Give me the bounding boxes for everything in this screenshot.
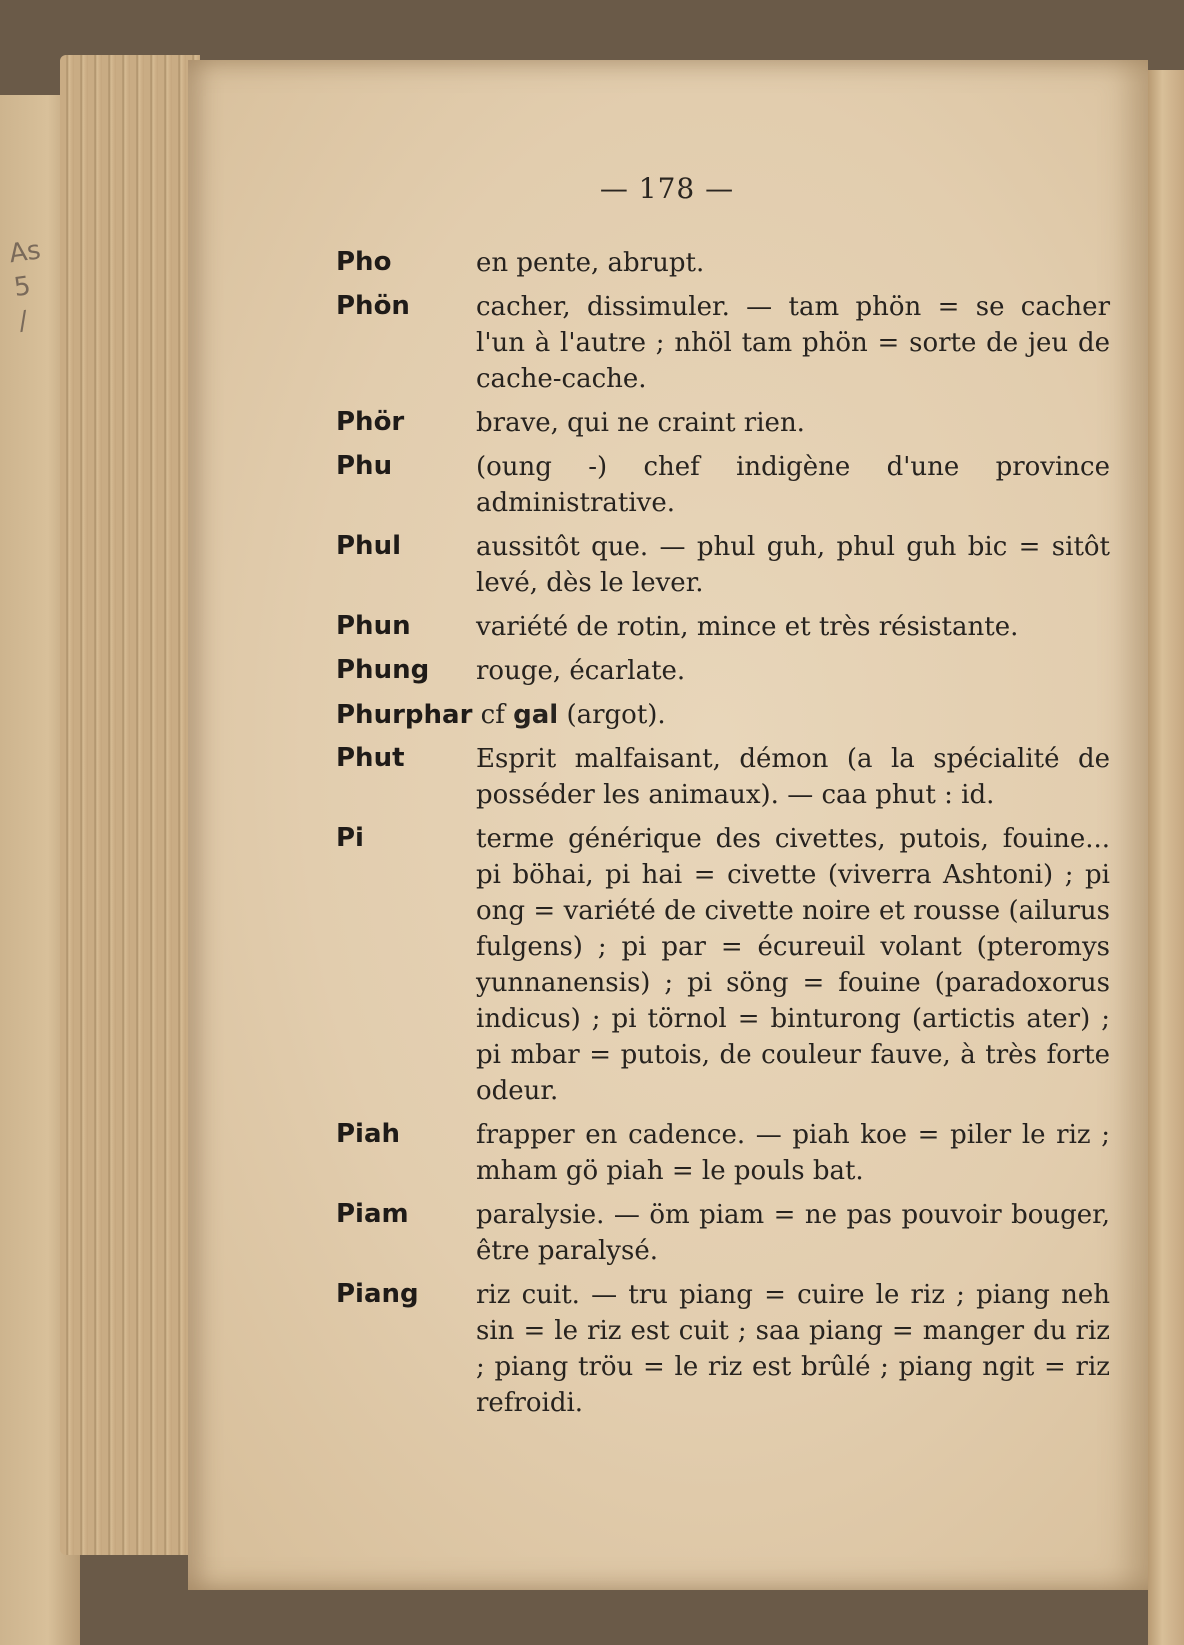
headword: Phurphar	[336, 700, 473, 730]
headword: Pho	[336, 247, 392, 277]
headword: Phun	[336, 611, 411, 641]
headword: Piang	[336, 1279, 419, 1309]
entry-phu	[336, 449, 1110, 521]
definition: terme générique des civettes, putois, fouine... pi böhai, pi hai = civette (viverra Ashtoni) ; pi ong = variété de civette noire et rousse (ailurus fulgens) ; pi par = écureuil volant (pteromys yunnanensis) ; pi söng = fouine (paradoxorus indicus) ; pi törnol = binturong (artictis ater) ; pi mbar = putois, de couleur fauve, à très forte odeur.	[476, 824, 1110, 1106]
entry-piah	[336, 1117, 1110, 1189]
definition: en pente, abrupt.	[476, 248, 705, 278]
entry-phon	[336, 289, 1110, 397]
definition: riz cuit. — tru piang = cuire le riz ; piang neh sin = le riz est cuit ; saa piang = manger du riz ; piang tröu = le riz est brûlé ; piang ngit = riz refroidi.	[476, 1280, 1110, 1418]
entry-phurphar	[336, 697, 1110, 733]
entry-phut	[336, 741, 1110, 813]
dictionary-entries	[336, 245, 1110, 1421]
definition: (oung -) chef indigène d'une province administrative.	[476, 452, 1110, 518]
definition: Esprit malfaisant, démon (a la spécialité de posséder les animaux). — caa phut : id.	[476, 744, 1110, 810]
definition: brave, qui ne craint rien.	[476, 408, 805, 438]
headword: Pi	[336, 823, 364, 853]
definition-crossref: gal	[513, 700, 559, 730]
definition: frapper en cadence. — piah koe = piler le riz ; mham gö piah = le pouls bat.	[476, 1120, 1110, 1186]
entry-pho	[336, 245, 1110, 281]
margin-scribble: As 5 /	[7, 235, 43, 337]
entry-phung	[336, 653, 1110, 689]
headword: Phung	[336, 655, 430, 685]
definition: aussitôt que. — phul guh, phul guh bic = sitôt levé, dès le lever.	[476, 532, 1110, 598]
headword: Piah	[336, 1119, 401, 1149]
headword: Phut	[336, 743, 405, 773]
headword: Phul	[336, 531, 401, 561]
entry-piang	[336, 1277, 1110, 1421]
entry-pi	[336, 821, 1110, 1109]
page-number: — 178 —	[599, 172, 735, 205]
facing-page-edge	[1148, 70, 1184, 1645]
headword: Phu	[336, 451, 393, 481]
entry-phul	[336, 529, 1110, 601]
definition: variété de rotin, mince et très résistante.	[476, 612, 1019, 642]
stacked-page-edges	[60, 55, 200, 1555]
definition: cacher, dissimuler. — tam phön = se cacher l'un à l'autre ; nhöl tam phön = sorte de jeu de cache-cache.	[476, 292, 1110, 394]
entry-phor	[336, 405, 1110, 441]
definition: rouge, écarlate.	[476, 656, 686, 686]
headword: Phön	[336, 291, 410, 321]
headword: Phör	[336, 407, 405, 437]
definition: paralysie. — öm piam = ne pas pouvoir bouger, être paralysé.	[476, 1200, 1110, 1266]
definition: (argot).	[566, 700, 666, 730]
definition-prefix: cf	[480, 700, 505, 730]
entry-piam	[336, 1197, 1110, 1269]
headword: Piam	[336, 1199, 409, 1229]
entry-phun	[336, 609, 1110, 645]
